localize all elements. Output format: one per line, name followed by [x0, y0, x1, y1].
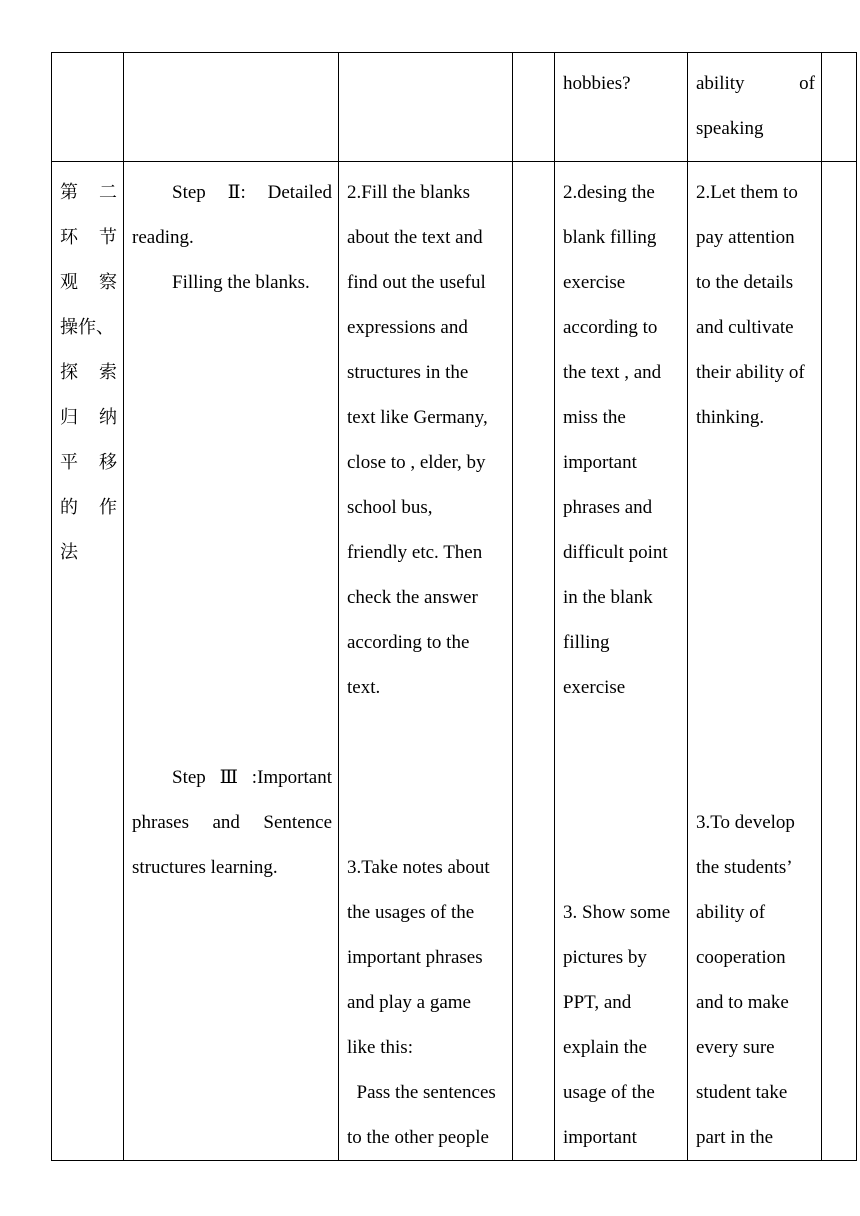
- text-line: important: [563, 452, 637, 473]
- text-line: check the answer: [347, 587, 478, 608]
- text-line: ability of: [696, 902, 766, 923]
- word: Detailed: [267, 182, 332, 203]
- word: :Important: [251, 767, 332, 788]
- text-line: reading.: [132, 227, 194, 248]
- text-line: the students’: [696, 857, 793, 878]
- text-line: usage of the: [563, 1082, 655, 1103]
- stage-char: 察: [99, 272, 117, 293]
- text-line: phrases and: [563, 497, 653, 518]
- text-line: PPT, and: [563, 992, 632, 1013]
- text-line: speaking: [696, 118, 764, 139]
- stage-cell: [52, 53, 124, 162]
- student-activity-cell: [339, 53, 513, 162]
- text-line: pay attention: [696, 227, 795, 248]
- word: of: [799, 73, 815, 94]
- stage-line: [60, 260, 117, 305]
- text-line: and to make: [696, 992, 789, 1013]
- text-line: difficult point: [563, 542, 668, 563]
- text-line: student take: [696, 1082, 788, 1103]
- stage-char: 索: [99, 362, 117, 383]
- text-line: Filling the blanks.: [172, 272, 310, 293]
- text-line: find out the useful: [347, 272, 486, 293]
- stage-char: 探: [60, 362, 78, 383]
- text-line: 2.Let them to: [696, 182, 798, 203]
- stage-line: [60, 215, 117, 260]
- last-cell: [822, 53, 857, 162]
- stage-char: 观: [60, 272, 78, 293]
- table-row: [52, 162, 857, 1161]
- text-line: cooperation: [696, 947, 786, 968]
- narrow-cell: [513, 53, 555, 162]
- stage-char: 操作、: [60, 317, 114, 338]
- text-line: close to , elder, by: [347, 452, 486, 473]
- word: Sentence: [263, 812, 332, 833]
- stage-char: 二: [99, 182, 117, 203]
- purpose-cell: [688, 53, 822, 162]
- stage-char: 移: [99, 452, 117, 473]
- word: Step: [172, 767, 206, 788]
- word: phrases: [132, 812, 189, 833]
- text-line: explain the: [563, 1037, 647, 1058]
- word: ability: [696, 73, 745, 94]
- text-line: the usages of the: [347, 902, 475, 923]
- text-line: 2.Fill the blanks: [347, 182, 470, 203]
- stage-char: 纳: [99, 407, 117, 428]
- student-activity-cell: [339, 162, 513, 1161]
- stage-char: 第: [60, 182, 78, 203]
- text-line: structures learning.: [132, 857, 278, 878]
- text-line: their ability of: [696, 362, 805, 383]
- stage-char: 的: [60, 497, 78, 518]
- text-line: [696, 61, 815, 106]
- stage-line: [60, 350, 117, 395]
- stage-char: 环: [60, 227, 78, 248]
- text-line: filling: [563, 632, 610, 653]
- text-line: thinking.: [696, 407, 765, 428]
- text-line: text like Germany,: [347, 407, 488, 428]
- text-line: school bus,: [347, 497, 433, 518]
- word: Ⅱ:: [227, 182, 246, 203]
- text-line: every sure: [696, 1037, 775, 1058]
- word: Ⅲ: [219, 767, 238, 788]
- text-line: text.: [347, 677, 381, 698]
- last-cell: [822, 162, 857, 1161]
- text-line: to the details: [696, 272, 794, 293]
- text-line: structures in the: [347, 362, 469, 383]
- text-line: in the blank: [563, 587, 653, 608]
- text-line: like this:: [347, 1037, 413, 1058]
- stage-char: 作: [99, 497, 117, 518]
- stage-line: [60, 305, 117, 350]
- text-line: 3. Show some: [563, 902, 671, 923]
- text-line: blank filling: [563, 227, 657, 248]
- stage-char: 节: [99, 227, 117, 248]
- stage-line: [60, 170, 117, 215]
- stage-line: [60, 395, 117, 440]
- text-line: [132, 800, 332, 845]
- text-line: hobbies?: [563, 73, 631, 94]
- text-line: pictures by: [563, 947, 647, 968]
- text-line: 2.desing the: [563, 182, 655, 203]
- teacher-activity-cell: [555, 53, 688, 162]
- text-line: important: [563, 1127, 637, 1148]
- text-line: to the other people: [347, 1127, 489, 1148]
- text-line: exercise: [563, 272, 626, 293]
- step2-heading: [132, 170, 332, 215]
- narrow-cell: [513, 162, 555, 1161]
- text-line: miss the: [563, 407, 626, 428]
- lesson-plan-table: [51, 52, 857, 1161]
- text-line: important phrases: [347, 947, 483, 968]
- text-line: 3.Take notes about: [347, 857, 490, 878]
- text-line: about the text and: [347, 227, 483, 248]
- table-row: [52, 53, 857, 162]
- stage-char: 平: [60, 452, 78, 473]
- text-line: and cultivate: [696, 317, 794, 338]
- text-line: and play a game: [347, 992, 471, 1013]
- stage-line: [60, 440, 117, 485]
- step3-heading: [132, 755, 332, 800]
- stage-line: [60, 485, 117, 530]
- teacher-activity-cell: [555, 162, 688, 1161]
- text-line: according to: [563, 317, 658, 338]
- text-line: part in the: [696, 1127, 774, 1148]
- stage-char: 归: [60, 407, 78, 428]
- word: Step: [172, 182, 206, 203]
- text-line: 3.To develop: [696, 812, 795, 833]
- purpose-cell: [688, 162, 822, 1161]
- word: and: [212, 812, 240, 833]
- text-line: expressions and: [347, 317, 468, 338]
- text-line: the text , and: [563, 362, 662, 383]
- text-line: Pass the sentences: [347, 1082, 496, 1103]
- text-line: exercise: [563, 677, 626, 698]
- stage-line: [60, 530, 117, 575]
- procedure-cell: [124, 53, 339, 162]
- text-line: according to the: [347, 632, 470, 653]
- text-line: friendly etc. Then: [347, 542, 483, 563]
- procedure-cell: [124, 162, 339, 1161]
- stage-cell: [52, 162, 124, 1161]
- stage-char: 法: [60, 542, 78, 563]
